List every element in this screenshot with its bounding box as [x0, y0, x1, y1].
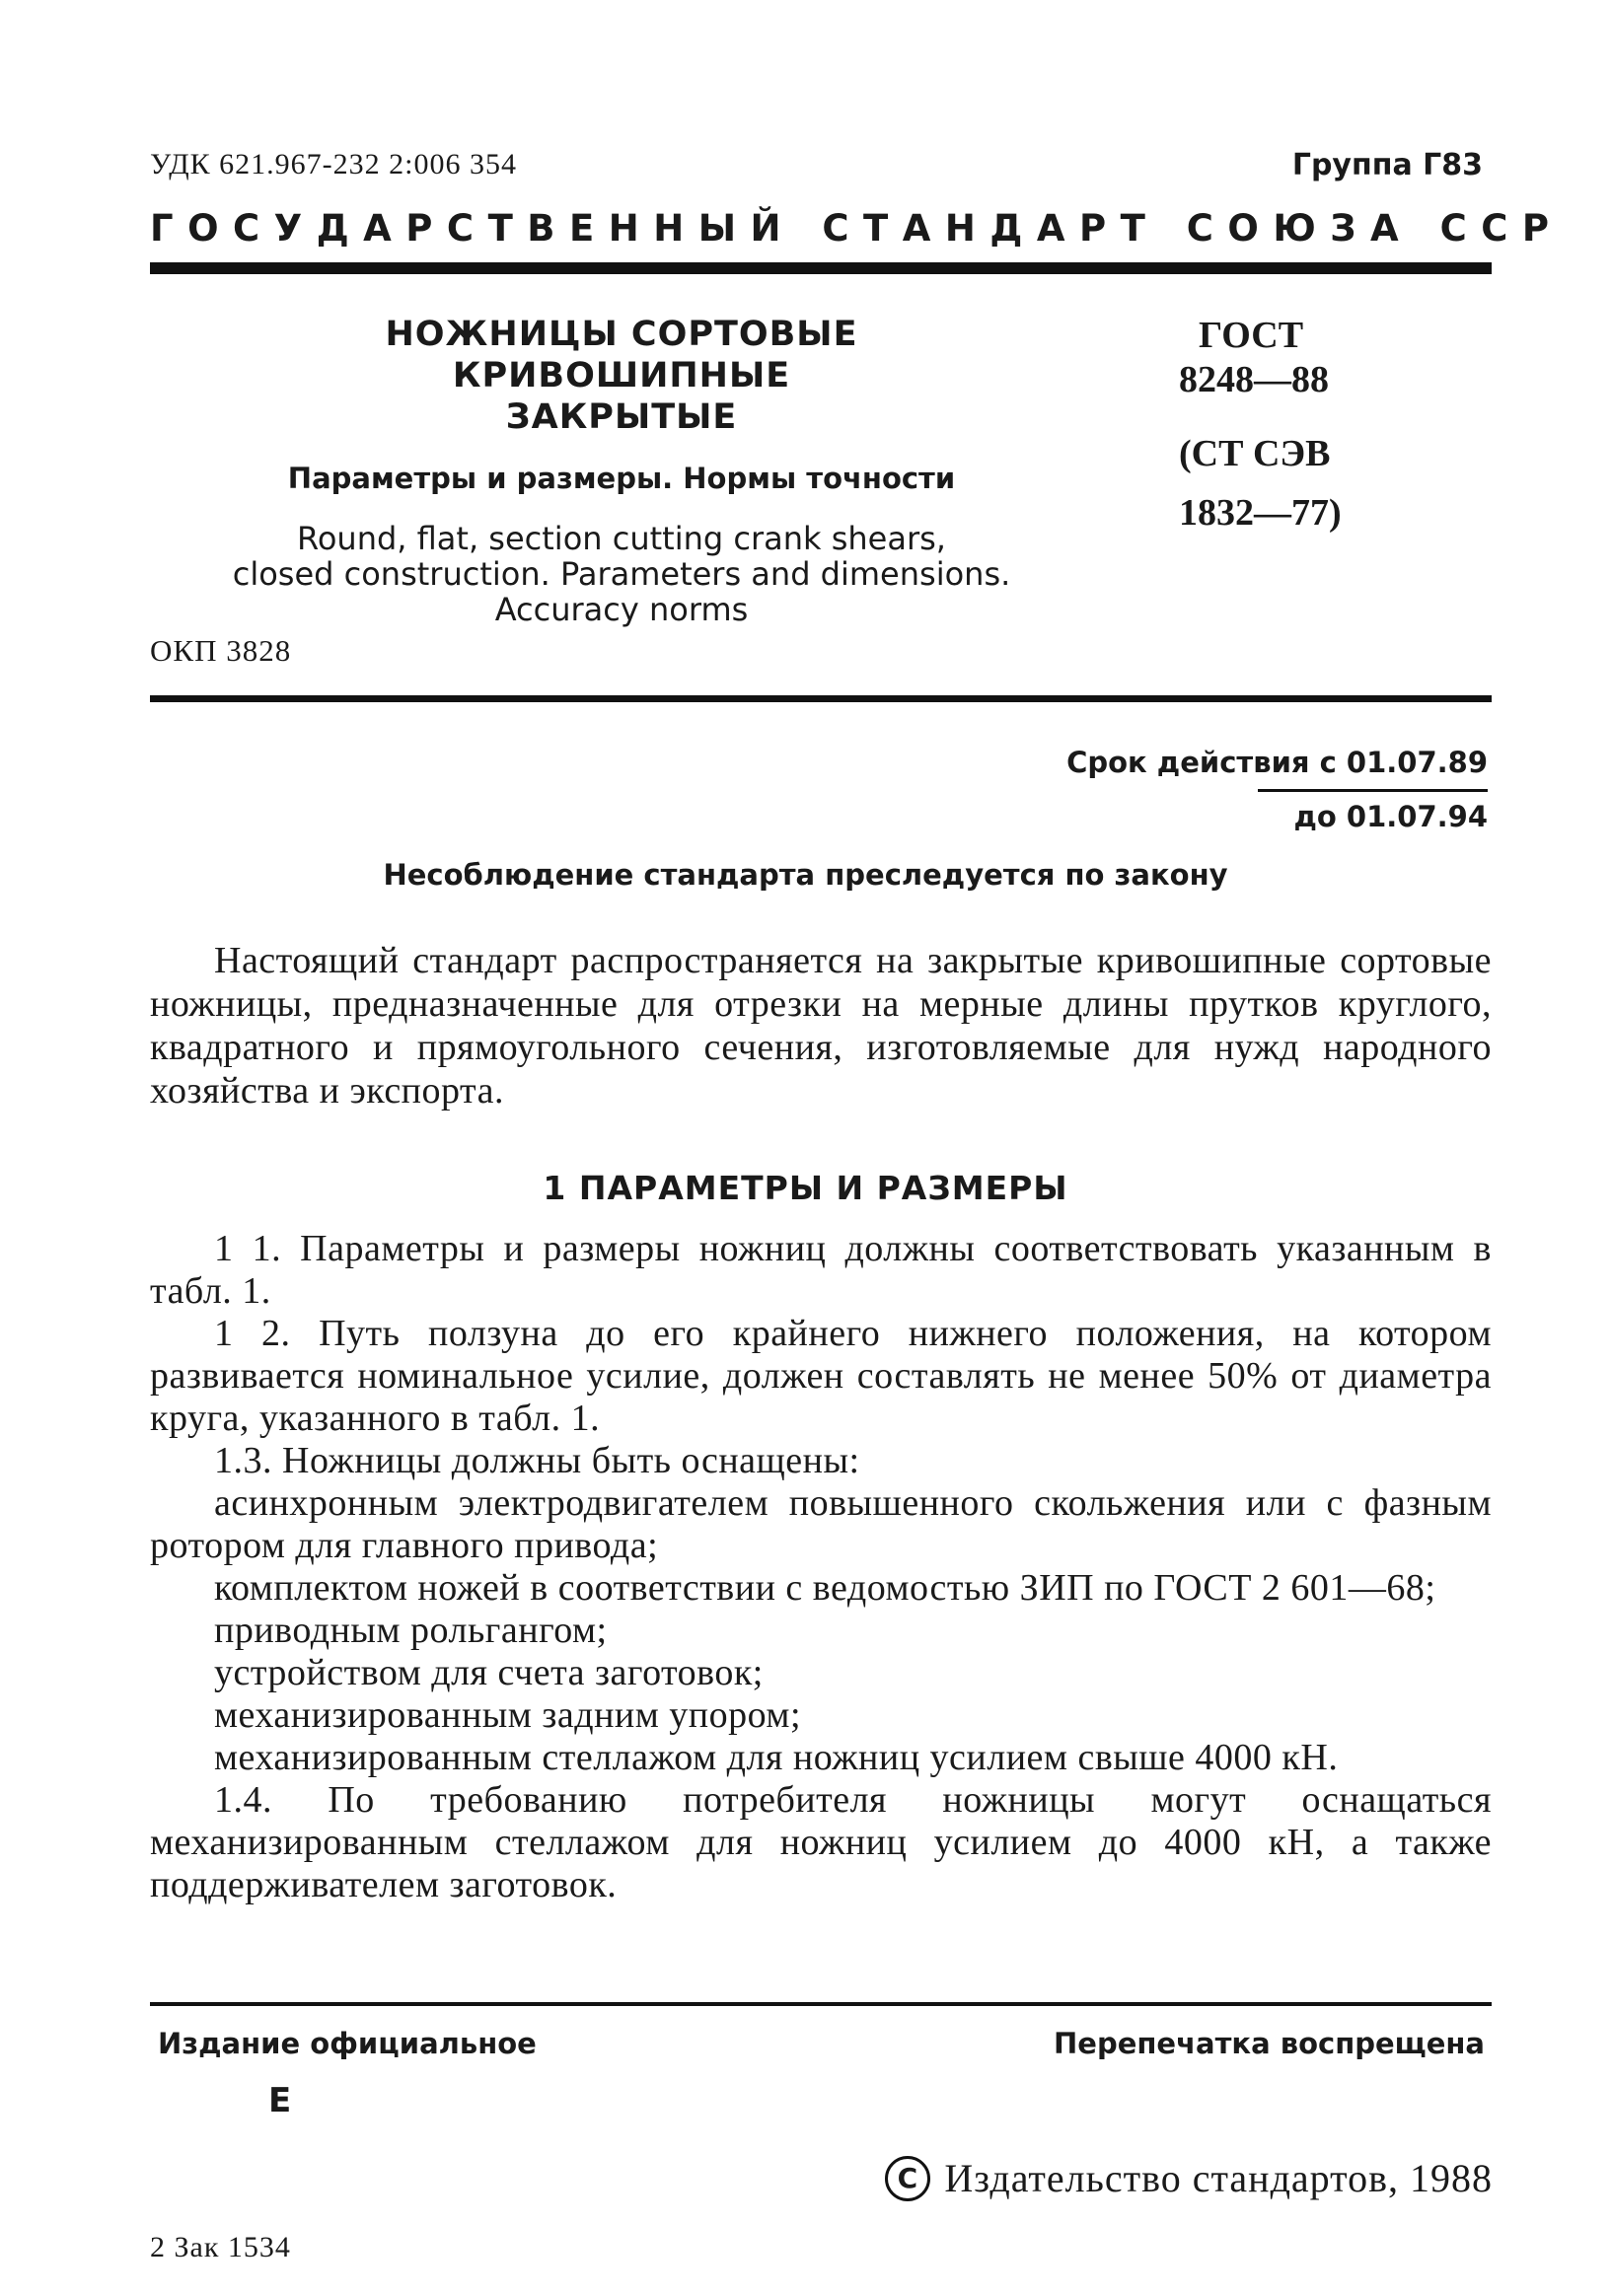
group-code: Группа Г83 — [1291, 148, 1483, 182]
title-en-line3: Accuracy norms — [494, 591, 749, 628]
official-edition: Издание официальное — [158, 2027, 537, 2060]
clause-1-2: 1 2. Путь ползуна до его крайнего нижнего положения, на котором развивается номинальное усилие, должен составлять не менее 50% от диаметра круга, указанного в табл. 1. — [150, 1313, 1492, 1439]
section-body — [150, 1228, 1492, 1906]
gov-standard-heading: ГОСУДАРСТВЕННЫЙ СТАНДАРТ СОЮЗА ССР — [150, 207, 1564, 250]
legal-notice: Несоблюдение стандарта преследуется по закону — [383, 858, 1228, 892]
udk-code: УДК 621.967-232 2:006 354 — [150, 148, 518, 180]
clause-1-4: 1.4. По требованию потребителя ножницы могут оснащаться механизированным стеллажом для ножниц усилием до 4000 кН, а также поддерживателем заготовок. — [150, 1779, 1492, 1905]
publisher-name: Издательство стандартов, 1988 — [944, 2156, 1493, 2200]
validity-period — [1066, 738, 1488, 841]
okp-code: ОКП 3828 — [150, 633, 292, 668]
title-ru-line1: НОЖНИЦЫ СОРТОВЫЕ КРИВОШИПНЫЕ — [385, 315, 858, 395]
sev-line1: (СТ СЭВ — [1179, 433, 1331, 474]
title-ru-line2: ЗАКРЫТЫЕ — [505, 397, 738, 437]
footer-rule — [150, 2002, 1492, 2006]
title-block — [212, 314, 1031, 627]
title-en-line2: closed construction. Parameters and dimensions. — [232, 555, 1011, 593]
copyright-icon: C — [885, 2156, 930, 2201]
clause-1-3-item-5: механизированным задним упором; — [214, 1694, 801, 1736]
validity-to: до 01.07.94 — [1258, 789, 1488, 841]
top-rule — [150, 262, 1492, 274]
order-number: 2 Зак 1534 — [150, 2231, 291, 2263]
title-en-line1: Round, flat, section cutting crank shears, — [297, 520, 946, 557]
clause-1-3-item-4: устройством для счета заготовок; — [214, 1652, 764, 1693]
clause-1-3: 1.3. Ножницы должны быть оснащены: — [214, 1440, 860, 1481]
edition-mark: Е — [268, 2081, 292, 2120]
mid-rule — [150, 695, 1492, 702]
gost-number: 8248—88 — [1179, 359, 1329, 400]
subtitle-ru: Параметры и размеры. Нормы точности — [287, 462, 956, 495]
sev-line2: 1832—77) — [1179, 492, 1342, 534]
validity-from: Срок действия с 01.07.89 — [1066, 746, 1488, 779]
clause-1-3-item-6: механизированным стеллажом для ножниц усилием свыше 4000 кН. — [214, 1737, 1339, 1778]
reprint-prohibited: Перепечатка воспрещена — [1054, 2027, 1485, 2060]
gost-block — [1179, 314, 1396, 542]
intro-paragraph: Настоящий стандарт распространяется на закрытые кривошипные сортовые ножницы, предназначенные для отрезки на мерные длины прутков круглого, квадратного и прямоугольного сечения, изготовляемые для нужд народного хозяйства и экспорта. — [150, 940, 1492, 1112]
title-en — [212, 521, 1031, 627]
section-heading: 1 ПАРАМЕТРЫ И РАЗМЕРЫ — [543, 1169, 1068, 1207]
clause-1-3-item-1: асинхронным электродвигателем повышенного скольжения или с фазным ротором для главного привода; — [150, 1482, 1492, 1566]
clause-1-1: 1 1. Параметры и размеры ножниц должны соответствовать указанным в табл. 1. — [150, 1228, 1492, 1312]
title-ru — [212, 314, 1031, 438]
gost-label: ГОСТ — [1199, 315, 1304, 356]
clause-1-3-item-3: приводным рольгангом; — [214, 1610, 608, 1651]
sev-reference — [1179, 424, 1396, 542]
clause-1-3-item-2: комплектом ножей в соответствии с ведомостью ЗИП по ГОСТ 2 601—68; — [214, 1567, 1436, 1609]
publisher-line — [885, 2155, 1493, 2205]
